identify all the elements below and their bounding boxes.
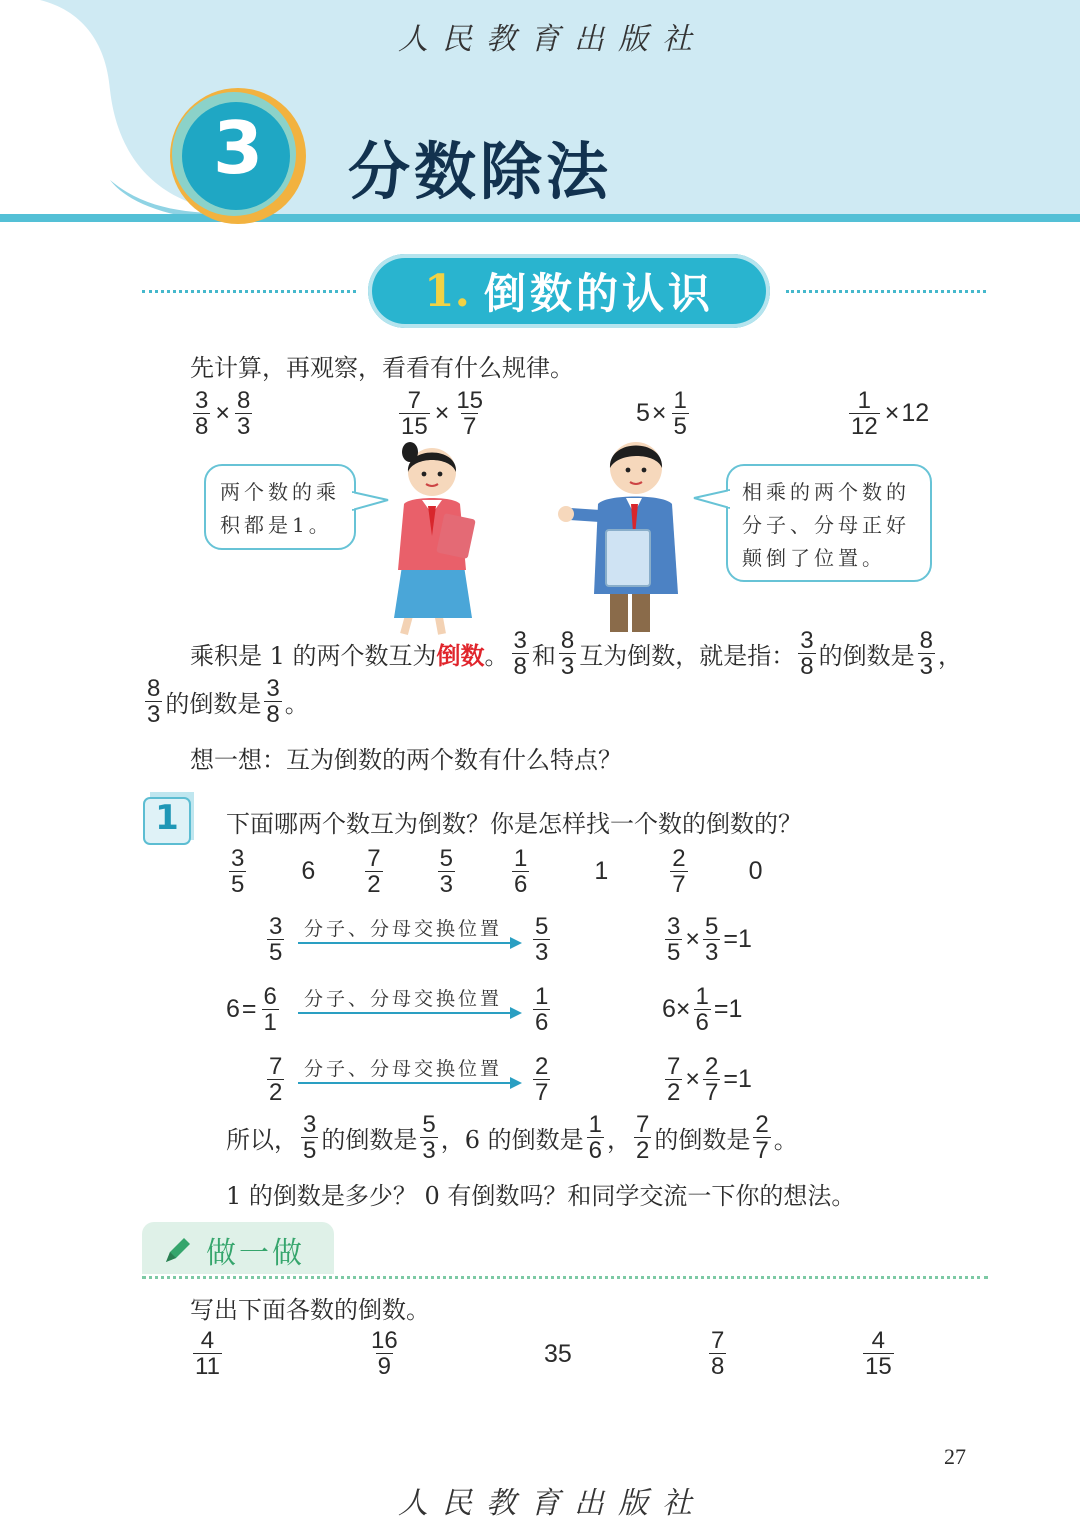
definition-line-1: 乘积是 1 的两个数互为 倒数 。 $\frac{3}{8}$ 和 $\frac{8}{3}$ 互为倒数，就是指： $\frac{3}{8}$ 的倒数是 $\frac{8}{3}$ ， [190, 627, 962, 680]
intro-instruction: 先计算，再观察，看看有什么规律。 [190, 354, 574, 382]
think-prompt: 想一想：互为倒数的两个数有什么特点？ [190, 746, 622, 774]
practice-number-4: $\frac{7}{8}$ [711, 1327, 725, 1380]
example-number: 1 [155, 798, 179, 838]
page-number: 27 [944, 1444, 966, 1469]
publisher-logo-bottom: 人民教育出版社 [398, 1486, 706, 1521]
practice-divider [142, 1276, 988, 1279]
product-expression-3: 5 × $\frac{1}{5}$ [636, 387, 687, 440]
speech-bubble-girl: 两个数的乘积都是1。 [204, 464, 356, 550]
practice-number-5: $\frac{4}{15}$ [865, 1327, 892, 1380]
practice-number-2: $\frac{16}{9}$ [371, 1327, 398, 1380]
conclusion-line: 所以， $\frac{3}{5}$ 的倒数是 $\frac{5}{3}$ ，6 的倒数是 $\frac{1}{6}$ ， $\frac{7}{2}$ 的倒数是 $\frac{2}{7}$ 。 [226, 1111, 798, 1164]
pencil-icon [160, 1234, 194, 1268]
swap-row-3-result: $\frac{2}{7}$ [535, 1053, 549, 1106]
check-row-2: 6 × $\frac{1}{6}$ = 1 [662, 983, 743, 1036]
practice-label: 做一做 [206, 1236, 305, 1271]
swap-row-1-arrow [298, 942, 512, 944]
practice-number-3: 35 [544, 1340, 572, 1368]
swap-row-2-result: $\frac{1}{6}$ [535, 983, 549, 1036]
swap-row-2-source: 6 = $\frac{6}{1}$ [226, 983, 277, 1036]
check-row-3: $\frac{7}{2}$ × $\frac{2}{7}$ = 1 [667, 1053, 752, 1106]
example-question: 下面哪两个数互为倒数？你是怎样找一个数的倒数的？ [226, 810, 802, 838]
practice-instruction: 写出下面各数的倒数。 [190, 1296, 430, 1324]
chapter-number: 3 [212, 106, 264, 190]
speech-bubble-boy: 相乘的两个数的分子、分母正好颠倒了位置。 [726, 464, 932, 582]
swap-row-2-arrowhead [510, 1007, 522, 1019]
definition-line-2: $\frac{8}{3}$ 的倒数是 $\frac{3}{8}$ 。 [147, 675, 309, 728]
swap-row-1-source: $\frac{3}{5}$ [269, 913, 283, 966]
speech-bubble-boy-tail [690, 488, 730, 512]
dotted-divider-left [142, 290, 356, 293]
swap-row-3-source: $\frac{7}{2}$ [269, 1053, 283, 1106]
swap-row-1-label: 分子、分母交换位置 [304, 918, 503, 940]
publisher-logo-top: 人民教育出版社 [398, 22, 706, 57]
product-expression-2: $\frac{7}{15}$ × $\frac{15}{7}$ [401, 387, 484, 440]
swap-row-2-arrow [298, 1012, 512, 1014]
swap-row-1-arrowhead [510, 937, 522, 949]
follow-up-question: 1 的倒数是多少？ 0 有倒数吗？和同学交流一下你的想法。 [226, 1182, 856, 1210]
section-title: 倒数的认识 [483, 269, 714, 318]
dotted-divider-right [786, 290, 986, 293]
section-title-pill [368, 254, 770, 328]
product-expression-4: $\frac{1}{12}$ × 12 [851, 387, 930, 440]
keyword-reciprocal: 倒数 [436, 641, 485, 670]
check-row-1: $\frac{3}{5}$ × $\frac{5}{3}$ = 1 [667, 913, 752, 966]
boy-student-illustration [556, 434, 688, 634]
swap-row-3-arrow [298, 1082, 512, 1084]
product-expression-1: $\frac{3}{8}$ × $\frac{8}{3}$ [195, 387, 251, 440]
practice-number-1: $\frac{4}{11}$ [195, 1327, 220, 1380]
girl-student-illustration [380, 440, 484, 636]
candidate-numbers-row: $\frac{3}{5}$ 6 $\frac{7}{2}$ $\frac{5}{3}$ $\frac{1}{6}$ 1 $\frac{2}{7}$ 0 [231, 845, 763, 898]
swap-row-1-result: $\frac{5}{3}$ [535, 913, 549, 966]
swap-row-2-label: 分子、分母交换位置 [304, 988, 503, 1010]
swap-row-3-label: 分子、分母交换位置 [304, 1058, 503, 1080]
swap-row-3-arrowhead [510, 1077, 522, 1089]
section-number: 1. [424, 265, 470, 317]
candidate-3-5: $\frac{3}{5}$ [231, 845, 245, 898]
chapter-title: 分数除法 [348, 135, 613, 208]
